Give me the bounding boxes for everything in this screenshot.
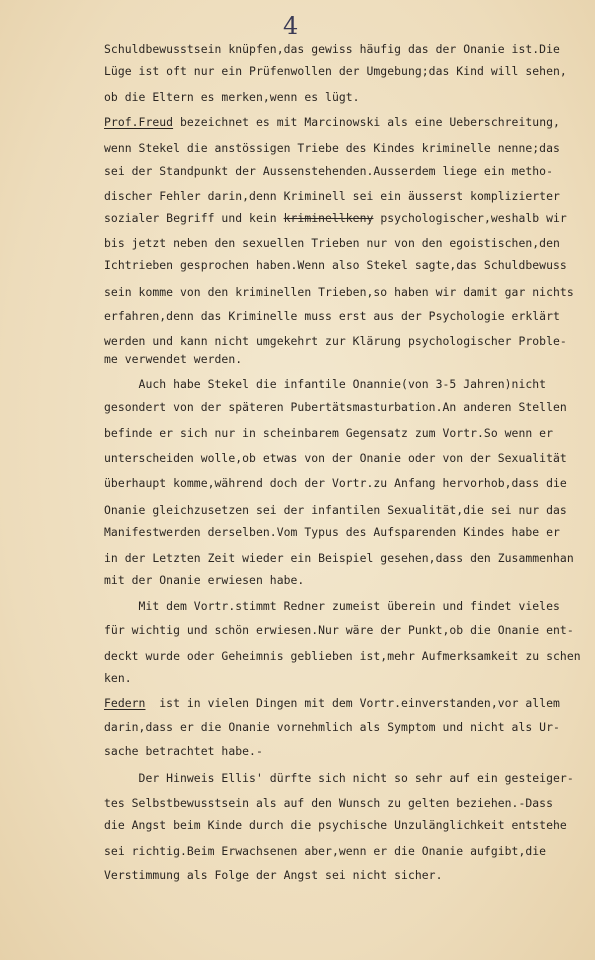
text-line xyxy=(104,649,581,663)
text-line xyxy=(104,42,560,56)
line-text: me verwendet werden. xyxy=(104,352,243,366)
line-text: Onanie gleichzusetzen sei der infantilen Sexualität,die sei nur das xyxy=(104,503,567,517)
text-line xyxy=(104,90,360,104)
text-line xyxy=(104,115,560,129)
text-line xyxy=(104,771,574,785)
text-line xyxy=(104,400,567,414)
line-text: sei richtig.Beim Erwachsenen aber,wenn er die Onanie aufgibt,die xyxy=(104,844,547,858)
line-text: Ichtrieben gesprochen haben.Wenn also Stekel sagte,das Schuldbewuss xyxy=(104,258,567,272)
line-text: Lüge ist oft nur ein Prüfenwollen der Umgebung;das Kind will sehen, xyxy=(104,64,567,78)
text-line xyxy=(104,503,567,517)
text-line xyxy=(104,451,567,465)
line-text: Mit dem Vortr.stimmt Redner zumeist überein und findet vieles xyxy=(104,599,560,613)
line-text: bezeichnet es mit Marcinowski als eine Ueberschreitung, xyxy=(173,115,560,129)
line-text: deckt wurde oder Geheimnis geblieben ist,mehr Aufmerksamkeit zu schen xyxy=(104,649,581,663)
text-line xyxy=(104,141,560,155)
text-line xyxy=(104,696,560,710)
line-text: mit der Onanie erwiesen habe. xyxy=(104,573,305,587)
line-text: die Angst beim Kinde durch die psychische Unzulänglichkeit entstehe xyxy=(104,818,567,832)
line-text: sozialer Begriff und kein xyxy=(104,211,284,225)
line-text: Auch habe Stekel die infantile Onannie(von 3-5 Jahren)nicht xyxy=(104,377,547,391)
line-text: discher Fehler darin,denn Kriminell sei ein äusserst komplizierter xyxy=(104,189,560,203)
line-text: sein komme von den kriminellen Trieben,so haben wir damit gar nichts xyxy=(104,285,574,299)
text-line xyxy=(104,844,546,858)
line-text: werden und kann nicht umgekehrt zur Klärung psychologischer Proble- xyxy=(104,334,567,348)
line-text: Schuldbewusstsein knüpfen,das gewiss häufig das der Onanie ist.Die xyxy=(104,42,560,56)
text-line xyxy=(104,623,574,637)
text-line xyxy=(104,796,553,810)
text-line xyxy=(104,258,567,272)
line-text: bis jetzt neben den sexuellen Trieben nur von den egoistischen,den xyxy=(104,236,560,250)
text-line xyxy=(104,818,567,832)
text-line xyxy=(104,189,560,203)
line-text: überhaupt komme,während doch der Vortr.zu Anfang hervorhob,dass die xyxy=(104,476,567,490)
line-text: befinde er sich nur in scheinbarem Gegensatz zum Vortr.So wenn er xyxy=(104,426,554,440)
text-line xyxy=(104,551,574,565)
speaker-name: Prof.Freud xyxy=(104,115,174,129)
line-text: ken. xyxy=(104,671,132,685)
struck-out-word: kriminellkeny xyxy=(283,211,374,225)
text-line xyxy=(104,868,442,882)
text-line xyxy=(104,64,567,78)
text-line xyxy=(104,164,553,178)
text-line xyxy=(104,334,567,348)
line-text: gesondert von der späteren Pubertätsmasturbation.An anderen Stellen xyxy=(104,400,567,414)
line-text: Verstimmung als Folge der Angst sei nicht sicher. xyxy=(104,868,443,882)
line-text: unterscheiden wolle,ob etwas von der Onanie oder von der Sexualität xyxy=(104,451,567,465)
line-text: sei der Standpunkt der Aussenstehenden.Ausserdem liege ein metho- xyxy=(104,164,554,178)
text-line xyxy=(104,599,560,613)
text-line xyxy=(104,525,560,539)
line-text: für wichtig und schön erwiesen.Nur wäre der Punkt,ob die Onanie ent- xyxy=(104,623,574,637)
line-text: sache betrachtet habe.- xyxy=(104,744,263,758)
text-line xyxy=(104,285,574,299)
text-line xyxy=(104,211,567,225)
line-text: ob die Eltern es merken,wenn es lügt. xyxy=(104,90,360,104)
page-number: 4 xyxy=(283,12,299,40)
text-line xyxy=(104,720,560,734)
text-line xyxy=(104,671,132,685)
text-line xyxy=(104,309,560,323)
line-text: in der Letzten Zeit wieder ein Beispiel gesehen,dass den Zusammenhan xyxy=(104,551,574,565)
line-text: erfahren,denn das Kriminelle muss erst aus der Psychologie erklärt xyxy=(104,309,560,323)
text-line xyxy=(104,573,304,587)
line-text: tes Selbstbewusstsein als auf den Wunsch zu gelten beziehen.-Dass xyxy=(104,796,554,810)
line-text: wenn Stekel die anstössigen Triebe des Kindes kriminelle nenne;das xyxy=(104,141,560,155)
line-text: psychologischer,weshalb wir xyxy=(373,211,567,225)
text-line xyxy=(104,426,553,440)
line-text: ist in vielen Dingen mit dem Vortr.einverstanden,vor allem xyxy=(145,696,560,710)
text-line xyxy=(104,744,263,758)
line-text: darin,dass er die Onanie vornehmlich als Symptom und nicht als Ur- xyxy=(104,720,560,734)
line-text: Der Hinweis Ellis' dürfte sich nicht so sehr auf ein gesteiger- xyxy=(104,771,574,785)
text-line xyxy=(104,236,560,250)
speaker-name: Federn xyxy=(104,696,146,710)
text-line xyxy=(104,476,567,490)
text-line xyxy=(104,352,242,366)
line-text: Manifestwerden derselben.Vom Typus des Aufsparenden Kindes habe er xyxy=(104,525,560,539)
text-line xyxy=(104,377,546,391)
